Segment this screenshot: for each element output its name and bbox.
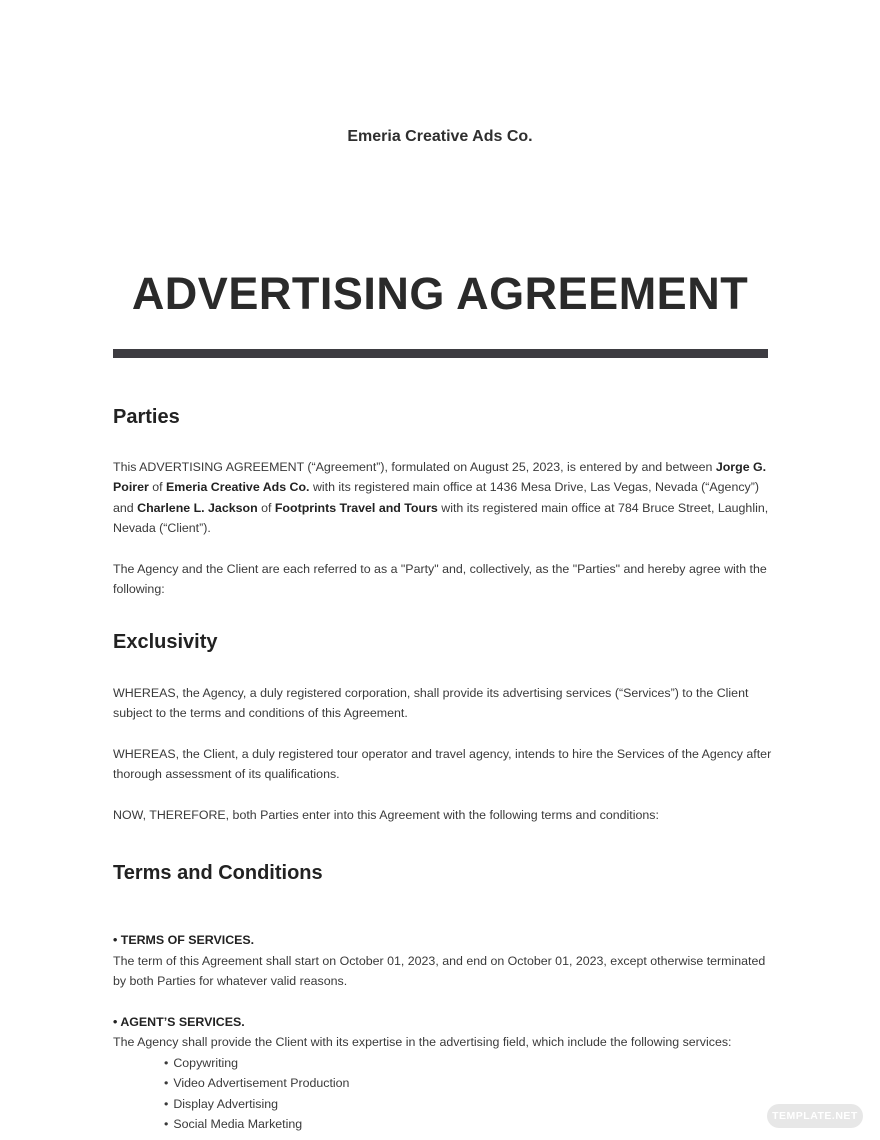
company-name: Emeria Creative Ads Co.: [347, 128, 533, 145]
list-item: • Display Advertising: [164, 1094, 349, 1114]
parties-paragraph-2: The Agency and the Client are each referred to as a "Party" and, collectively, as the "Parties" and hereby agree with the following:: [113, 562, 767, 597]
exclusivity-paragraph-1: WHEREAS, the Agency, a duly registered corporation, shall provide its advertising services (“Services”) to the Client subject to the terms and conditions of this Agreement.: [113, 686, 749, 721]
agent-services-text: The Agency shall provide the Client with its expertise in the advertising field, which include the following services:: [113, 1035, 732, 1049]
terms-of-services-text: The term of this Agreement shall start on October 01, 2023, and end on October 01, 2023, except otherwise terminated by both Parties for whatever valid reasons.: [113, 954, 766, 989]
text-run: This ADVERTISING AGREEMENT (“Agreement”), formulated on August 25, 2023, is entered by and between: [113, 460, 716, 474]
bold-name: Charlene L. Jackson: [137, 500, 258, 515]
watermark-badge: TEMPLATE.NET: [767, 1104, 863, 1128]
agent-services-list: [164, 1053, 349, 1135]
parties-heading: Parties: [113, 406, 180, 428]
exclusivity-paragraph-2: WHEREAS, the Client, a duly registered tour operator and travel agency, intends to hire the Services of the Agency after thorough assessment of its qualifications.: [113, 747, 772, 782]
bold-name: Emeria Creative Ads Co.: [166, 480, 310, 495]
exclusivity-heading: Exclusivity: [113, 631, 218, 653]
title-divider: [113, 349, 768, 358]
terms-heading: Terms and Conditions: [113, 862, 323, 884]
text-run: with its registered main office at 784 Bruce Street, Laughlin, Nevada (“Client”).: [113, 500, 769, 536]
exclusivity-paragraph-3: NOW, THEREFORE, both Parties enter into this Agreement with the following terms and conditions:: [113, 808, 659, 822]
agent-services-heading: • AGENT’S SERVICES.: [113, 1015, 245, 1029]
bold-name: Jorge G. Poirer: [113, 460, 767, 495]
list-item: • Social Media Marketing: [164, 1114, 349, 1134]
text-run: of: [148, 480, 167, 495]
parties-paragraph-1: [113, 457, 773, 539]
text-run: with its registered main office at 1436 Mesa Drive, Las Vegas, Nevada (“Agency”) and: [113, 480, 759, 515]
text-run: of: [257, 500, 275, 515]
list-item: • Video Advertisement Production: [164, 1073, 349, 1093]
document-title: ADVERTISING AGREEMENT: [131, 268, 749, 319]
terms-of-services-heading: • TERMS OF SERVICES.: [113, 933, 255, 947]
bold-name: Footprints Travel and Tours: [274, 500, 438, 515]
list-item: • Copywriting: [164, 1053, 349, 1073]
